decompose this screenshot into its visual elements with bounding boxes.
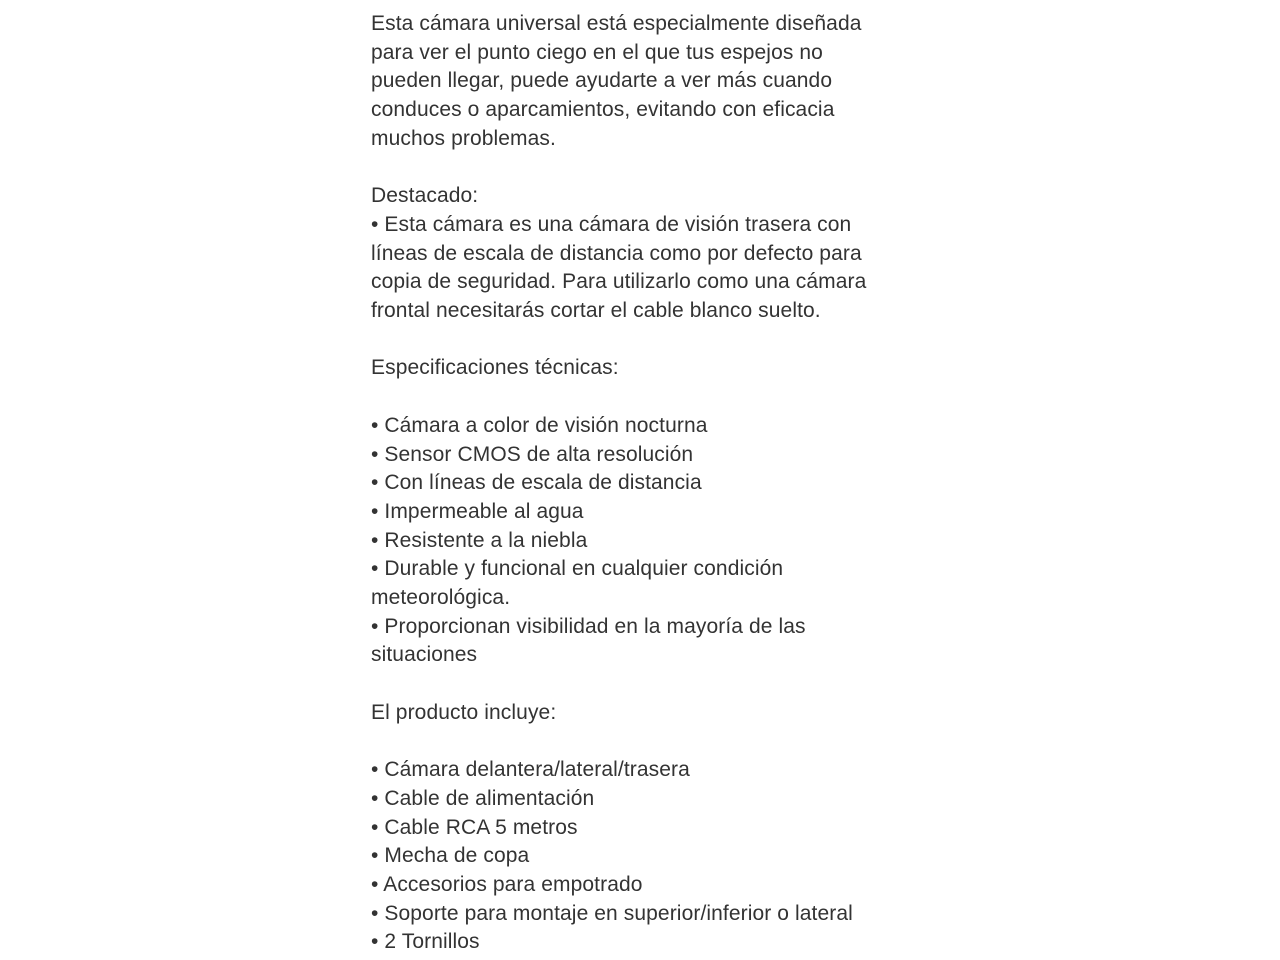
intro-line: conduces o aparcamientos, evitando con eficacia bbox=[371, 98, 835, 122]
include-item: • Cable RCA 5 metros bbox=[371, 815, 578, 839]
spec-item: • Sensor CMOS de alta resolución bbox=[371, 442, 694, 466]
spec-item: meteorológica. bbox=[371, 586, 511, 610]
specs-section bbox=[371, 354, 911, 670]
include-item: • Accesorios para empotrado bbox=[371, 873, 643, 897]
include-item: • Soporte para montaje en superior/inferior o lateral bbox=[371, 901, 853, 925]
spec-item: • Durable y funcional en cualquier condición bbox=[371, 557, 784, 581]
spec-item: • Con líneas de escala de distancia bbox=[371, 471, 702, 495]
spacer bbox=[371, 670, 911, 699]
includes-heading: El producto incluye: bbox=[371, 700, 557, 724]
intro-paragraph bbox=[371, 10, 911, 154]
spec-item: situaciones bbox=[371, 643, 478, 667]
include-item: • Cámara delantera/lateral/trasera bbox=[371, 758, 690, 782]
intro-line: muchos problemas. bbox=[371, 126, 556, 150]
include-item: • Mecha de copa bbox=[371, 844, 530, 868]
product-description bbox=[371, 10, 911, 957]
highlight-line: • Esta cámara es una cámara de visión trasera con bbox=[371, 212, 852, 236]
highlight-line: líneas de escala de distancia como por defecto para bbox=[371, 241, 862, 265]
spacer bbox=[371, 728, 911, 757]
spacer bbox=[371, 326, 911, 355]
highlight-line: frontal necesitarás cortar el cable blanco suelto. bbox=[371, 299, 821, 323]
spec-item: • Cámara a color de visión nocturna bbox=[371, 413, 708, 437]
spacer bbox=[371, 383, 911, 412]
spec-item: • Resistente a la niebla bbox=[371, 528, 588, 552]
intro-line: pueden llegar, puede ayudarte a ver más cuando bbox=[371, 69, 833, 93]
highlight-section bbox=[371, 182, 911, 326]
intro-line: para ver el punto ciego en el que tus espejos no bbox=[371, 40, 823, 64]
spec-item: • Impermeable al agua bbox=[371, 499, 584, 523]
include-item: • 2 Tornillos bbox=[371, 930, 480, 954]
intro-line: Esta cámara universal está especialmente diseñada bbox=[371, 12, 862, 35]
highlight-heading: Destacado: bbox=[371, 184, 479, 208]
spec-item: • Proporcionan visibilidad en la mayoría de las bbox=[371, 614, 806, 638]
spacer bbox=[371, 154, 911, 183]
highlight-line: copia de seguridad. Para utilizarlo como una cámara bbox=[371, 270, 867, 294]
include-item: • Cable de alimentación bbox=[371, 786, 595, 810]
includes-section bbox=[371, 699, 911, 957]
specs-heading: Especificaciones técnicas: bbox=[371, 356, 619, 380]
